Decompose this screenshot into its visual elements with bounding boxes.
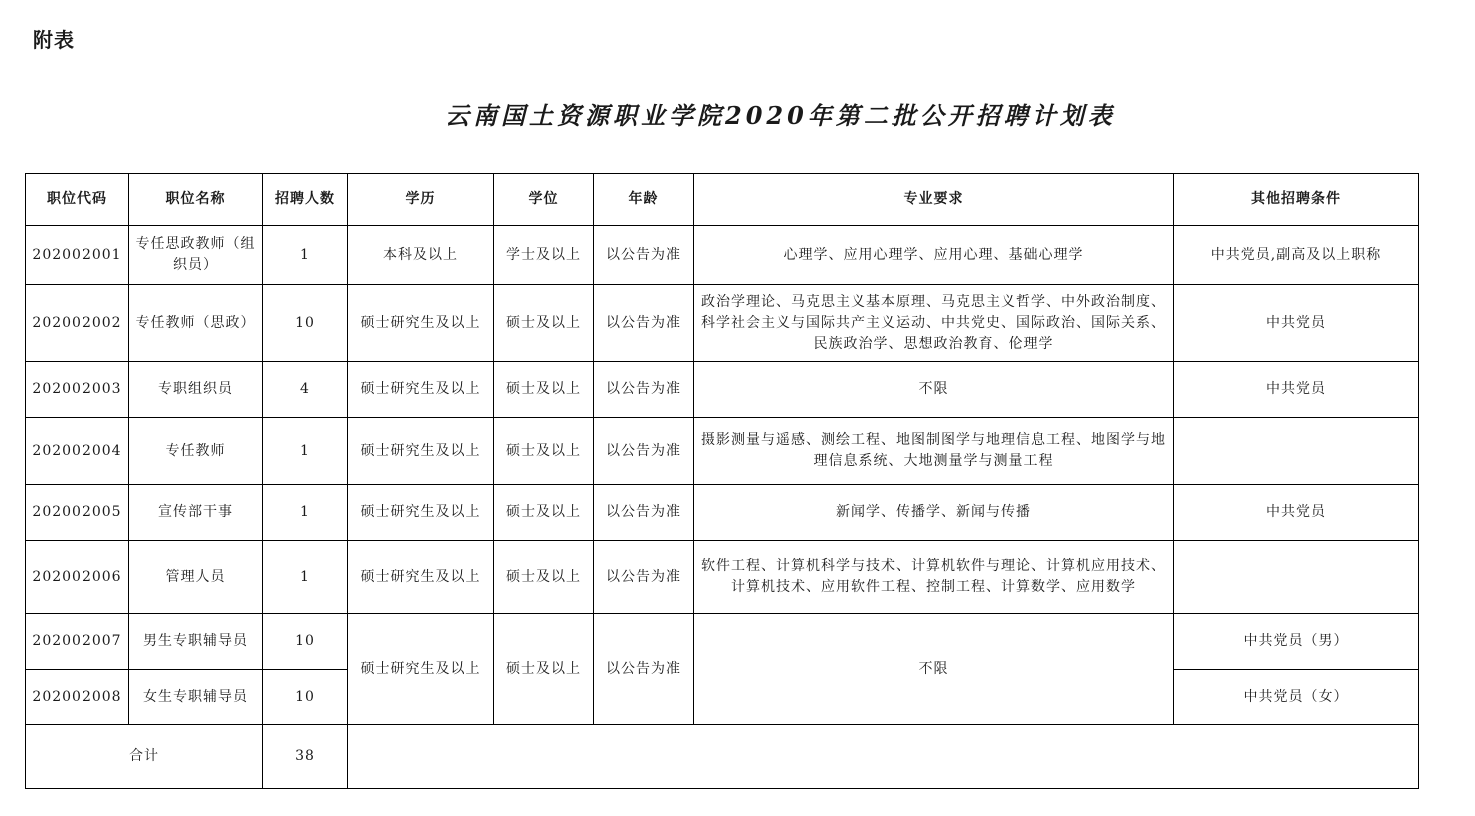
recruitment-plan-table — [25, 173, 1419, 789]
cell-name: 男生专职辅导员 — [129, 614, 263, 670]
column-header-code: 职位代码 — [26, 174, 129, 226]
cell-code: 202002001 — [26, 226, 129, 285]
cell-name: 专任教师（思政） — [129, 285, 263, 362]
cell-education-merged: 硕士研究生及以上 — [348, 614, 494, 725]
cell-major: 摄影测量与遥感、测绘工程、地图制图学与地理信息工程、地图学与地理信息系统、大地测量学与测量工程 — [694, 418, 1174, 485]
cell-age: 以公告为准 — [594, 418, 694, 485]
column-header-education: 学历 — [348, 174, 494, 226]
cell-education: 硕士研究生及以上 — [348, 285, 494, 362]
cell-name: 专任思政教师（组织员） — [129, 226, 263, 285]
cell-degree: 学士及以上 — [494, 226, 594, 285]
cell-other — [1174, 541, 1419, 614]
table-header-row — [26, 174, 1419, 226]
column-header-major: 专业要求 — [694, 174, 1174, 226]
table-row — [26, 418, 1419, 485]
cell-count: 1 — [263, 418, 348, 485]
cell-other: 中共党员 — [1174, 285, 1419, 362]
cell-age: 以公告为准 — [594, 541, 694, 614]
cell-count: 1 — [263, 541, 348, 614]
cell-code: 202002002 — [26, 285, 129, 362]
cell-age: 以公告为准 — [594, 285, 694, 362]
cell-count: 10 — [263, 614, 348, 670]
cell-major: 新闻学、传播学、新闻与传播 — [694, 485, 1174, 541]
cell-other: 中共党员,副高及以上职称 — [1174, 226, 1419, 285]
table-row — [26, 285, 1419, 362]
total-label: 合计 — [26, 725, 263, 789]
cell-age: 以公告为准 — [594, 226, 694, 285]
table-row — [26, 614, 1419, 670]
cell-major: 不限 — [694, 362, 1174, 418]
table-row — [26, 541, 1419, 614]
cell-age: 以公告为准 — [594, 362, 694, 418]
attachment-label: 附表 — [33, 28, 75, 52]
cell-code: 202002004 — [26, 418, 129, 485]
cell-other — [1174, 418, 1419, 485]
column-header-count: 招聘人数 — [263, 174, 348, 226]
cell-major: 软件工程、计算机科学与技术、计算机软件与理论、计算机应用技术、计算机技术、应用软件工程、控制工程、计算数学、应用数学 — [694, 541, 1174, 614]
cell-degree-merged: 硕士及以上 — [494, 614, 594, 725]
cell-count: 4 — [263, 362, 348, 418]
cell-degree: 硕士及以上 — [494, 485, 594, 541]
cell-age: 以公告为准 — [594, 485, 694, 541]
cell-other: 中共党员 — [1174, 362, 1419, 418]
cell-code: 202002006 — [26, 541, 129, 614]
cell-education: 硕士研究生及以上 — [348, 541, 494, 614]
cell-major-merged: 不限 — [694, 614, 1174, 725]
cell-other: 中共党员（女） — [1174, 670, 1419, 725]
cell-degree: 硕士及以上 — [494, 285, 594, 362]
cell-education: 硕士研究生及以上 — [348, 485, 494, 541]
cell-name: 专任教师 — [129, 418, 263, 485]
cell-education: 硕士研究生及以上 — [348, 418, 494, 485]
cell-count: 10 — [263, 670, 348, 725]
cell-degree: 硕士及以上 — [494, 541, 594, 614]
cell-major: 政治学理论、马克思主义基本原理、马克思主义哲学、中外政治制度、科学社会主义与国际共产主义运动、中共党史、国际政治、国际关系、民族政治学、思想政治教育、伦理学 — [694, 285, 1174, 362]
total-row — [26, 725, 1419, 789]
cell-code: 202002007 — [26, 614, 129, 670]
cell-count: 1 — [263, 226, 348, 285]
cell-age-merged: 以公告为准 — [594, 614, 694, 725]
table-row — [26, 362, 1419, 418]
cell-name: 女生专职辅导员 — [129, 670, 263, 725]
cell-major: 心理学、应用心理学、应用心理、基础心理学 — [694, 226, 1174, 285]
column-header-age: 年龄 — [594, 174, 694, 226]
cell-count: 1 — [263, 485, 348, 541]
column-header-other: 其他招聘条件 — [1174, 174, 1419, 226]
cell-degree: 硕士及以上 — [494, 362, 594, 418]
cell-education: 硕士研究生及以上 — [348, 362, 494, 418]
table-row — [26, 226, 1419, 285]
cell-other: 中共党员 — [1174, 485, 1419, 541]
cell-code: 202002005 — [26, 485, 129, 541]
cell-name: 专职组织员 — [129, 362, 263, 418]
cell-education: 本科及以上 — [348, 226, 494, 285]
cell-code: 202002003 — [26, 362, 129, 418]
table-row — [26, 485, 1419, 541]
document-title: 云南国土资源职业学院2020年第二批公开招聘计划表 — [445, 101, 1116, 130]
cell-other: 中共党员（男） — [1174, 614, 1419, 670]
cell-count: 10 — [263, 285, 348, 362]
column-header-degree: 学位 — [494, 174, 594, 226]
cell-code: 202002008 — [26, 670, 129, 725]
cell-name: 管理人员 — [129, 541, 263, 614]
total-empty-cell — [348, 725, 1419, 789]
total-count: 38 — [263, 725, 348, 789]
cell-name: 宣传部干事 — [129, 485, 263, 541]
cell-degree: 硕士及以上 — [494, 418, 594, 485]
column-header-name: 职位名称 — [129, 174, 263, 226]
